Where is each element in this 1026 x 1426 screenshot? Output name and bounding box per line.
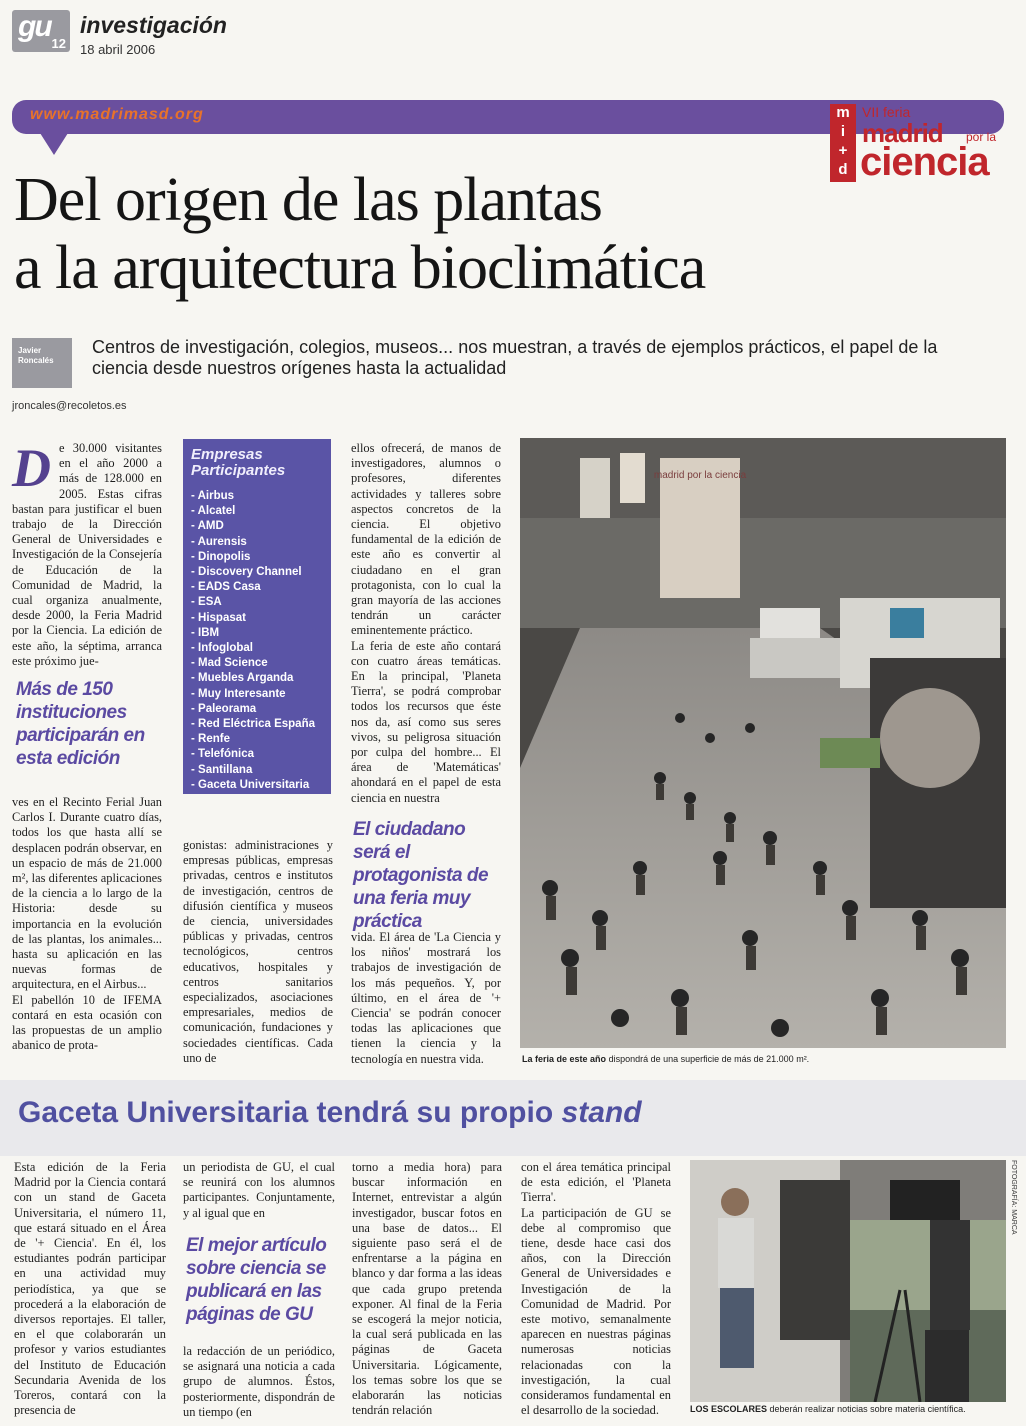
exhibition-hall-image <box>520 438 1006 1048</box>
company-item: - Santillana <box>191 763 253 776</box>
company-item: - EADS Casa <box>191 581 261 594</box>
company-item: - Muebles Arganda <box>191 672 294 685</box>
badge-letter: + <box>838 142 848 159</box>
section-title: investigación <box>80 12 227 38</box>
feria-photo <box>520 438 1006 1048</box>
pull-quote: El mejor artículo sobre ciencia se publicará en las páginas de GU <box>186 1235 327 1325</box>
feria-edition: VII feria <box>862 104 911 120</box>
company-item: - Paleorama <box>191 702 257 715</box>
company-item: - Aurensis <box>191 535 247 548</box>
badge-letter: m <box>836 104 850 121</box>
a2-col1: Esta edición de la Feria Madrid por la Ciencia contará con un stand de Gaceta Universitaria, el número 11, que estará situado en el Área de '+ Ciencia'. En él, los estudiantes podrán participar en una actividad muy periodística, ya que se procederá a la elaboración de diversos reportajes. El taller, en el que colaborarán un profesor y varios estudiantes del Instituto de Educación Secundaria Avenida de los Toreros, contará con la presencia de <box>14 1160 166 1418</box>
col2-bottom: gonistas: administraciones y empresas públicas, empresas privadas, centros e institutos de investigación, centros de difusión científica y museos de ciencia, universidades públicas y privadas, centros tecnológicos, centros educativos, hospitales y centros sanitarios especializados, asociaciones empresariales, medios de comunicación, fundaciones y sociedades científicas. Cada uno de <box>183 838 333 1065</box>
author-box <box>12 338 72 388</box>
caption-bold: LOS ESCOLARES <box>690 1404 768 1414</box>
company-item: - Hispasat <box>191 611 246 624</box>
caption-text: dispondrá de una superficie de más de 21.000 m². <box>608 1054 810 1064</box>
company-item: - Discovery Channel <box>191 566 302 579</box>
paragraph: La participación de GU se debe al compromiso que tiene, desde hace casi dos años, con la Dirección General de Universidades e Investigación de la Comunidad de Madrid. Por este motivo, semanalmente aparecen en nuestras páginas numerosas noticias relacionadas con la investigación, la cual consideramos fundamental en el desarrollo de la sociedad. <box>521 1205 671 1418</box>
paragraph: ellos ofrecerá, de manos de investigadores, alumnos o profesores, diferentes actividades y talleres sobre aspectos concretos de la ciencia. El objetivo fundamental de la edición de este año es convertir al ciudadano en el gran protagonista, con lo cual la gran mayoría de las acciones tendrán un carácter eminentemente práctico. <box>351 441 501 638</box>
company-item: - Alcatel <box>191 505 236 518</box>
company-item: - AMD <box>191 520 224 533</box>
company-item: - ESA <box>191 596 222 609</box>
paragraph: El pabellón 10 de IFEMA contará en esta ocasión con las propuestas de un amplio abanico de prota- <box>12 992 162 1053</box>
company-item: - Infoglobal <box>191 642 253 655</box>
drop-cap: D <box>12 438 51 498</box>
paragraph: ves en el Recinto Ferial Juan Carlos I. Durante cuatro días, todos los que hasta allí se desplacen podrán observar, en un espacio de más de 21.000 m², las diferentes aplicaciones de la ciencia a lo largo de la Historia: desde su importancia en la evolución de las plantas, los animales... hasta su aplicación en las nuevas formas de arquitectura, en el Airbus... <box>12 795 162 992</box>
students-photo <box>690 1160 1006 1402</box>
photo-banner-text: madrid por la ciencia <box>653 470 747 481</box>
badge-letter: i <box>840 123 846 140</box>
companies-box <box>183 439 331 794</box>
company-item: - Mad Science <box>191 657 268 670</box>
article-subhead: Centros de investigación, colegios, museos... nos muestran, a través de ejemplos prácticos, el papel de la ciencia desde nuestros orígenes hasta la actualidad <box>92 337 938 378</box>
photo-caption <box>522 1054 809 1064</box>
company-item: - Gaceta Universitaria <box>191 778 310 791</box>
col3-bottom: vida. El área de 'La Ciencia y los niños' mostrará los trabajos de investigación de los más pequeños. Y, por último, en el área de '+ Ciencia' se podrán conocer todas las aplicaciones que tienen la ciencia y la tecnología en nuestra vida. <box>351 930 501 1066</box>
a2-col3: torno a media hora) para buscar información en Internet, entrevistar a algún investigador, buscar fotos en una base de datos... El siguiente paso será el de enfrentarse a la página en blanco y dar forma a las ideas que cada grupo pretenda exponer. Al final de la Feria se escogerá la mejor noticia, la cual será publicada en las páginas de Gaceta Universitaria. Lógicamente, los temas sobre los que se elaborarán las noticias tendrán relación <box>352 1160 502 1418</box>
companies-list <box>191 489 315 793</box>
feria-madrid: madrid <box>862 118 943 148</box>
author-email: jroncales@recoletos.es <box>12 400 127 412</box>
paragraph: La feria de este año contará con cuatro áreas temáticas. En la principal, 'Planeta Tierra', se podrá comprobar todos los recursos que éste nos da, así como sus seres vivos, su peligrosa situación por culpa del hombre... El área de 'Matemáticas' ahondará en el papel de esta ciencia en nuestra <box>351 638 501 805</box>
company-item: - Dinopolis <box>191 550 251 563</box>
company-item: - Muy Interesante <box>191 687 286 700</box>
companies-title-line: Participantes <box>191 462 286 479</box>
a2-col2-bottom: la redacción de un periódico, se asignará una noticia a cada grupo de alumnos. Éstos, posteriormente, dispondrán de un tiempo (en <box>183 1344 335 1419</box>
headline2-italic: stand <box>561 1096 642 1129</box>
a2-col2-top: un periodista de GU, el cual se reunirá con los alumnos participantes. Conjuntamente, y al igual que en <box>183 1160 335 1220</box>
companies-title <box>191 447 285 479</box>
feria-ciencia: ciencia <box>860 140 989 184</box>
author-first-name: Javier <box>18 346 42 355</box>
headline-line-2: a la arquitectura bioclimática <box>14 234 706 302</box>
company-item: - Telefónica <box>191 748 255 761</box>
company-item: - IBM <box>191 626 220 639</box>
caption-bold: La feria de este año <box>522 1054 607 1064</box>
feria-por-la: por la <box>966 130 997 144</box>
author-last-name: Roncalés <box>18 356 54 365</box>
pull-quote: El ciudadano será el protagonista de una feria muy práctica <box>353 819 489 932</box>
issue-date: 18 abril 2006 <box>80 42 156 57</box>
company-item: - Red Eléctrica España <box>191 718 315 731</box>
badge-letter: d <box>838 161 848 178</box>
gu-logo <box>12 10 70 52</box>
col1-top <box>12 438 162 669</box>
paragraph: e 30.000 visitantes en el año 2000 a más de 128.000 en 2005. Estas cifras bastan para justificar el buen trabajo de la Dirección General de Universidades e Investigación de la Consejería de Educación de la Comunidad de Madrid, la cual organiza anualmente, desde 2000, la Feria Madrid por la Ciencia. La edición de este año, la séptima, arranca este próximo jue- <box>12 441 162 668</box>
headline2-text: Gaceta Universitaria tendrá su propio <box>18 1096 562 1129</box>
company-item: - Airbus <box>191 490 235 502</box>
col3-top <box>351 441 501 806</box>
companies-title-line: Empresas <box>191 446 263 463</box>
pull-quote: Más de 150 instituciones participarán en esta edición <box>16 679 145 769</box>
article2-headline <box>18 1096 642 1130</box>
photo2-caption <box>690 1404 966 1414</box>
logo-text: gu <box>18 10 51 43</box>
banner-tail <box>40 133 68 155</box>
caption-text: deberán realizar noticias sobre materia científica. <box>769 1404 966 1414</box>
a2-col4 <box>521 1160 671 1418</box>
photo-credit: FOTOGRAFÍA: MARCA <box>1010 1160 1017 1235</box>
paragraph: con el área temática principal de esta edición, el 'Planeta Tierra'. <box>521 1160 671 1205</box>
page-number: 12 <box>51 36 66 51</box>
students-image <box>690 1160 1006 1402</box>
col1-bottom <box>12 795 162 1053</box>
company-item: - Renfe <box>191 733 230 746</box>
website-url: www.madrimasd.org <box>30 106 204 123</box>
article-headline <box>14 166 994 302</box>
headline-line-1: Del origen de las plantas <box>14 166 602 234</box>
